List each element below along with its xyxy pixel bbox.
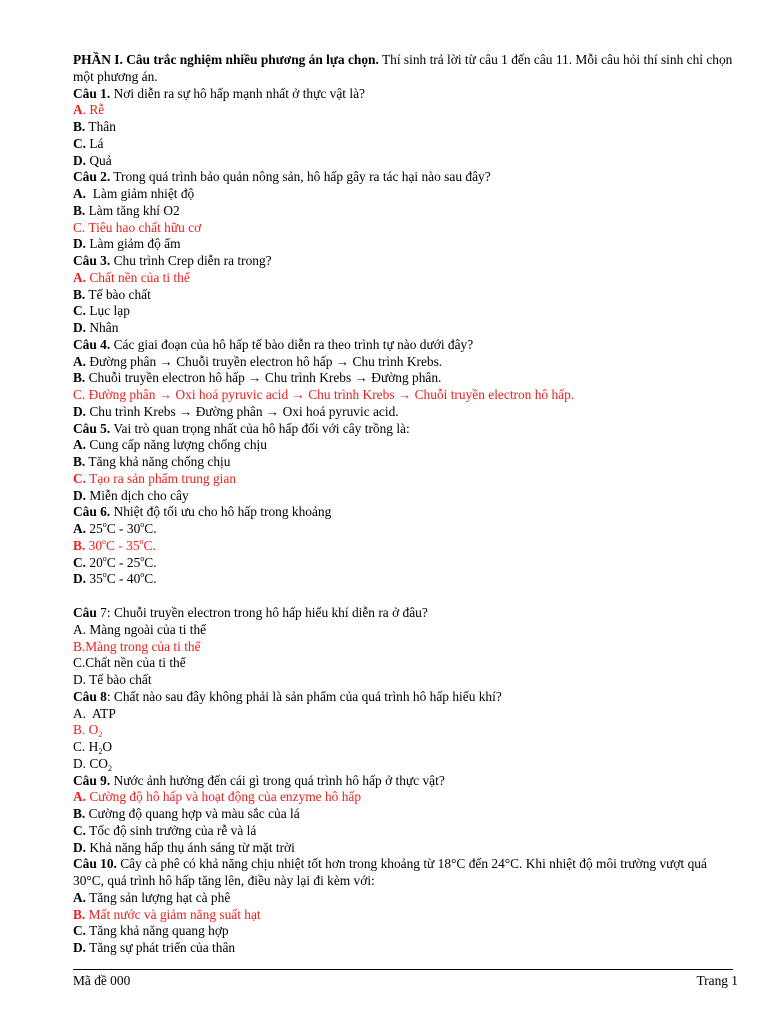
q9-option-b: B. Cường độ quang hợp và màu sắc của lá: [73, 806, 300, 821]
q1-option-d: D. Quả: [73, 152, 112, 168]
q2-option-c: C. Tiêu hao chất hữu cơ: [73, 219, 202, 235]
section-title: PHẦN I. Câu trắc nghiệm nhiều phương án lựa chọn.: [73, 52, 379, 67]
q8-option-d: D. $CO_2$: [73, 755, 112, 773]
q8-option-a: A. ATP: [73, 705, 116, 721]
q10-option-b: B. Mất nước và giảm năng suất hạt: [73, 906, 261, 922]
exam-code: Mã đề 000: [73, 973, 131, 988]
q5-option-c: C. Tạo ra sản phẩm trung gian: [73, 470, 237, 486]
q3-option-a: A. Chất nền của ti thể: [73, 269, 190, 285]
q2-option-a: A. Làm giảm nhiệt độ: [73, 186, 195, 201]
question-7: Câu 7: Chuỗi truyền electron trong hô hấp hiếu khí diễn ra ở đâu?: [73, 605, 428, 620]
question-1: Câu 1. Nơi diễn ra sự hô hấp mạnh nhất ở thực vật là?: [73, 85, 365, 101]
q5-option-b: B. Tăng khả năng chống chịu: [73, 454, 231, 469]
q7-option-c: C.Chất nền của ti thể: [73, 655, 186, 671]
q7-option-a: A. Màng ngoài của ti thể: [73, 621, 207, 637]
page-footer: [73, 973, 738, 989]
q9-option-c: C. Tốc độ sinh trưởng của rễ và lá: [73, 822, 257, 838]
q3-option-b: B. Tế bào chất: [73, 286, 151, 302]
q6-option-a: A. 25$^o$C - 30$^o$C.: [73, 520, 157, 536]
q5-option-d: D. Miễn dịch cho cây: [73, 487, 189, 503]
q2-option-d: D. Làm giảm độ ẩm: [73, 236, 181, 252]
question-9: Câu 9. Nước ảnh hưởng đến cái gì trong quá trình hô hấp ở thực vật?: [73, 772, 445, 788]
question-6: Câu 6. Nhiệt độ tối ưu cho hô hấp trong khoảng: [73, 504, 332, 520]
question-2: Câu 2. Trong quá trình bảo quản nông sản, hô hấp gây ra tác hại nào sau đây?: [73, 169, 491, 185]
question-10: Câu 10. Cây cà phê có khả năng chịu nhiệt tốt hơn trong khoảng từ 18°C đến 24°C. Khi nhiệt độ môi trường vượt quá 30°C, quá trình hô hấp tăng lên, điều này lại đi kèm với:: [73, 856, 707, 888]
q8-option-b: B. $O_2$: [73, 722, 103, 740]
q3-option-c: C. Lục lạp: [73, 303, 130, 319]
q1-option-c: C. Lá: [73, 135, 104, 151]
question-4: Câu 4. Các giai đoạn của hô hấp tế bào diễn ra theo trình tự nào dưới đây?: [73, 336, 474, 352]
q6-option-c: C. 20$^o$C - 25$^o$C.: [73, 553, 157, 570]
q10-option-a: A. Tăng sản lượng hạt cà phê: [73, 889, 231, 905]
q9-option-d: D. Khả năng hấp thụ ánh sáng từ mặt trời: [73, 839, 295, 855]
q10-option-d: D. Tăng sự phát triển của thân: [73, 940, 236, 955]
q3-option-d: D. Nhân: [73, 320, 119, 335]
q4-option-d: D. Chu trình Krebs → Đường phân → Oxi hoá pyruvic acid.: [73, 403, 399, 419]
q7-option-b: B.Màng trong của ti thể: [73, 638, 201, 654]
q6-option-b: B. 30$^o$C - 35$^o$C.: [73, 536, 156, 553]
q1-option-b: B. Thân: [73, 119, 116, 134]
section-instructions: Thí sinh trả lời từ câu 1 đến câu 11. Mỗi câu hỏi thí sinh chỉ chọn một phương án.: [73, 52, 733, 84]
page-number: Trang 1: [696, 973, 738, 988]
question-8: Câu 8: Chất nào sau đây không phải là sản phẩm của quá trình hô hấp hiếu khí?: [73, 688, 502, 704]
question-5: Câu 5. Vai trò quan trọng nhất của hô hấp đối với cây trồng là:: [73, 420, 410, 436]
q5-option-a: A. Cung cấp năng lượng chống chịu: [73, 437, 267, 453]
q1-option-a: A. Rễ: [73, 102, 105, 118]
section-header: [73, 52, 733, 86]
q4-option-c: C. Đường phân → Oxi hoá pyruvic acid → Chu trình Krebs → Chuỗi truyền electron hô hấp.: [73, 387, 575, 402]
q4-option-b: B. Chuỗi truyền electron hô hấp → Chu trình Krebs → Đường phân.: [73, 370, 442, 386]
q8-option-c: C. $H_2O$: [73, 739, 112, 756]
q9-option-a: A. Cường độ hô hấp và hoạt động của enzyme hô hấp: [73, 789, 362, 805]
q7-option-d: D. Tế bào chất: [73, 672, 152, 687]
question-3: Câu 3. Chu trình Crep diễn ra trong?: [73, 253, 272, 268]
q4-option-a: A. Đường phân → Chuỗi truyền electron hô hấp → Chu trình Krebs.: [73, 353, 443, 369]
footer-divider: [73, 969, 733, 970]
spacer: [73, 588, 733, 605]
q2-option-b: B. Làm tăng khí O2: [73, 202, 180, 218]
q10-option-c: C. Tăng khả năng quang hợp: [73, 923, 229, 939]
q6-option-d: D. 35$^o$C - 40$^o$C.: [73, 570, 157, 587]
exam-page: [73, 52, 733, 957]
